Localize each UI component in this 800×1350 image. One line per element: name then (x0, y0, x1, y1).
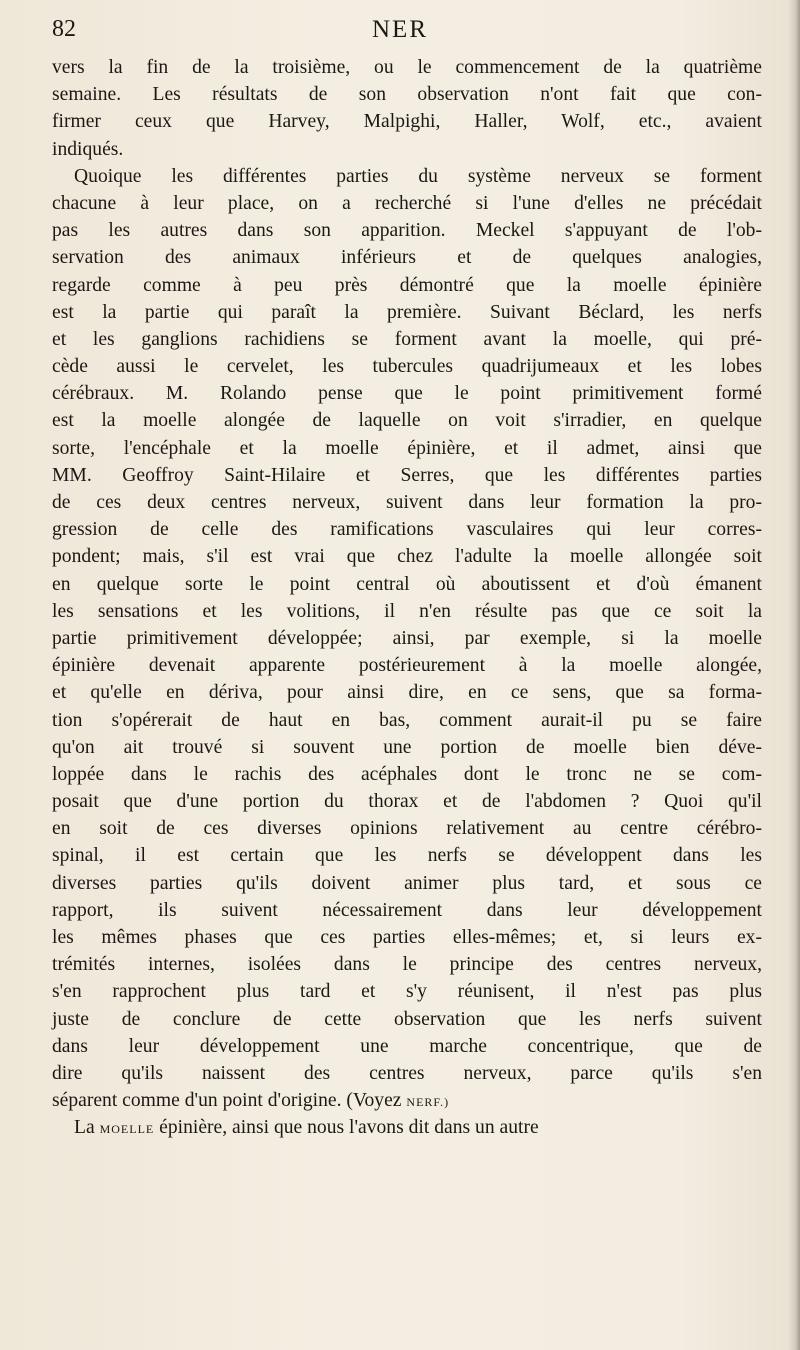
text-line: dans leur développement une marche concentrique, que de (52, 1035, 762, 1057)
text-line: Quoique les différentes parties du système nerveux se forment (74, 165, 762, 187)
text-line: est la partie qui paraît la première. Suivant Béclard, les nerfs (52, 301, 762, 323)
text-line: semaine. Les résultats de son observation n'ont fait que con- (52, 84, 762, 106)
text-line: rapport, ils suivent nécessairement dans leur développement (52, 899, 762, 921)
text-line: tion s'opérerait de haut en bas, comment aurait-il pu se faire (52, 709, 762, 731)
cross-reference: NERF.) (406, 1095, 450, 1110)
text-line: diverses parties qu'ils doivent animer plus tard, et sous ce (52, 872, 762, 894)
text-line: trémités internes, isolées dans le principe des centres nerveux, (52, 954, 762, 976)
text-line: pas les autres dans son apparition. Meckel s'appuyant de l'ob- (52, 220, 762, 242)
page-number: 82 (52, 16, 76, 42)
page-edge-shadow (788, 0, 800, 1350)
text-line: loppée dans le rachis des acéphales dont le tronc ne se com- (52, 763, 762, 785)
text-line: pondent; mais, s'il est vrai que chez l'adulte la moelle allongée soit (52, 546, 762, 568)
text-line: spinal, il est certain que les nerfs se développent dans les (52, 845, 762, 867)
text-line: dire qu'ils naissent des centres nerveux, parce qu'ils s'en (52, 1062, 762, 1084)
text-line: les mêmes phases que ces parties elles-mêmes; et, si leurs ex- (52, 927, 762, 948)
text-line: gression de celle des ramifications vasculaires qui leur corres- (52, 519, 762, 541)
text-line: indiqués. (52, 138, 124, 160)
text-line: servation des animaux inférieurs et de quelques analogies, (52, 247, 762, 269)
text-line-with-reference (52, 1087, 762, 1114)
entry-article: La (74, 1117, 95, 1139)
text-line: s'en rapprochent plus tard et s'y réunisent, il n'est pas plus (52, 981, 762, 1003)
entry-term: MOELLE (99, 1122, 155, 1137)
text-line: en quelque sorte le point central où aboutissent et d'où émanent (52, 573, 762, 595)
text-line: regarde comme à peu près démontré que la moelle épinière (52, 274, 762, 296)
text-line: juste de conclure de cette observation que les nerfs suivent (52, 1008, 762, 1030)
text-line: vers la fin de la troisième, ou le commencement de la quatrième (52, 57, 762, 78)
text-line: et les ganglions rachidiens se forment avant la moelle, qui pré- (52, 328, 762, 350)
text-line: MM. Geoffroy Saint-Hilaire et Serres, que les différentes parties (52, 464, 762, 486)
text-line: cérébraux. M. Rolando pense que le point primitivement formé (52, 383, 762, 405)
text-line: posait que d'une portion du thorax et de l'abdomen ? Quoi qu'il (52, 791, 762, 813)
text-line-with-entry (52, 1114, 762, 1141)
body-text (52, 54, 762, 1142)
text-line: chacune à leur place, on a recherché si l'une d'elles ne précédait (52, 192, 762, 214)
text-line: épinière devenait apparente postérieurement à la moelle alongée, (52, 655, 762, 677)
text-line: est la moelle alongée de laquelle on voit s'irradier, en quelque (52, 410, 762, 432)
text-line: firmer ceux que Harvey, Malpighi, Haller, Wolf, etc., avaient (52, 111, 762, 133)
text-line: cède aussi le cervelet, les tubercules quadrijumeaux et les lobes (52, 356, 762, 378)
text-line: partie primitivement développée; ainsi, par exemple, si la moelle (52, 627, 762, 649)
text-line: en soit de ces diverses opinions relativement au centre cérébro- (52, 818, 762, 840)
text-line: qu'on ait trouvé si souvent une portion de moelle bien déve- (52, 736, 762, 758)
text-line: sorte, l'encéphale et la moelle épinière, et il admet, ainsi que (52, 437, 762, 459)
entry-continuation: épinière, ainsi que nous l'avons dit dans un autre (159, 1117, 539, 1139)
page-header (40, 16, 760, 56)
text-line: de ces deux centres nerveux, suivent dans leur formation la pro- (52, 492, 762, 513)
text-line: les sensations et les volitions, il n'en résulte pas que ce soit la (52, 600, 762, 622)
running-head: NER (372, 16, 428, 43)
reference-lead: séparent comme d'un point d'origine. (Voyez (52, 1090, 402, 1112)
text-line: et qu'elle en dériva, pour ainsi dire, en ce sens, que sa forma- (52, 682, 762, 704)
